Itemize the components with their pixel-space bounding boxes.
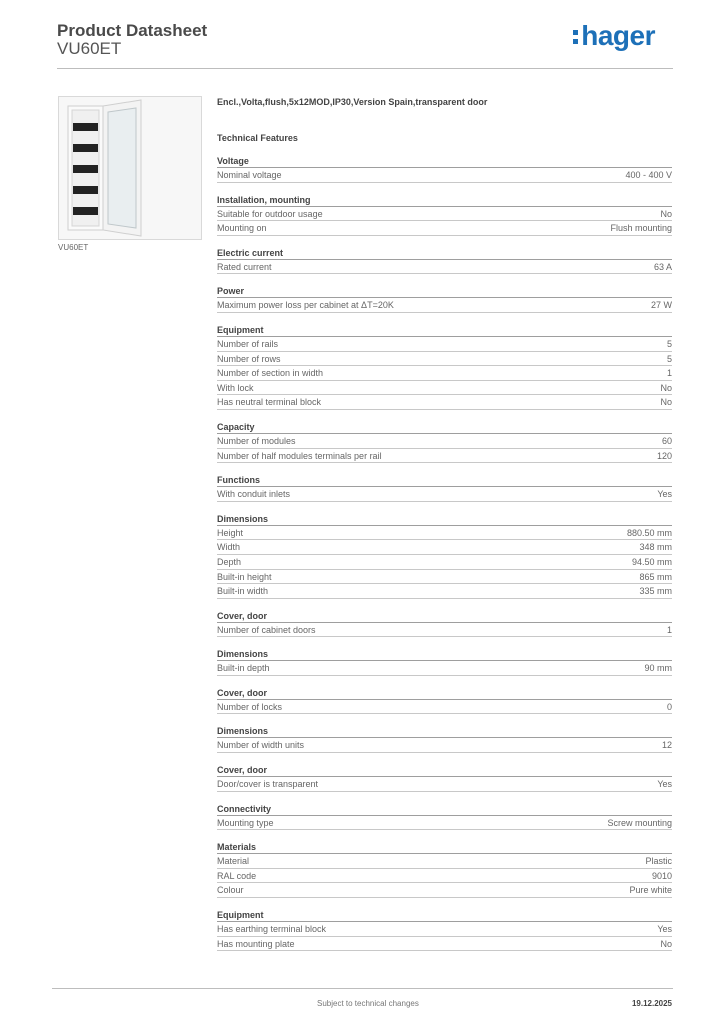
feature-row [217,207,672,222]
feature-label: Rated current [217,261,272,272]
feature-label: Material [217,856,250,867]
feature-section [217,474,672,502]
feature-value: 63 A [653,261,672,272]
feature-label: RAL code [217,870,257,881]
section-title: Voltage [217,155,672,168]
feature-row [217,623,672,638]
feature-section [217,194,672,236]
feature-value: 9010 [651,870,672,881]
feature-section [217,324,672,410]
footer-divider [52,988,673,989]
feature-value: No [660,938,672,949]
feature-row [217,487,672,502]
product-description: Encl.,Volta,flush,5x12MOD,IP30,Version Spain,transparent door [217,97,488,107]
section-title: Cover, door [217,687,672,700]
feature-value: 1 [666,624,672,635]
feature-label: With lock [217,382,254,393]
feature-row [217,337,672,352]
section-title: Equipment [217,324,672,337]
feature-row [217,352,672,367]
feature-value: Yes [657,924,672,935]
section-title: Materials [217,841,672,854]
section-title: Dimensions [217,513,672,526]
feature-section [217,285,672,313]
feature-row [217,738,672,753]
feature-row [217,449,672,464]
feature-section [217,513,672,599]
feature-row [217,555,672,570]
feature-label: Suitable for outdoor usage [217,208,323,219]
section-title: Dimensions [217,648,672,661]
feature-label: Number of modules [217,435,296,446]
feature-row [217,221,672,236]
feature-row [217,869,672,884]
feature-row [217,260,672,275]
feature-value: Screw mounting [607,817,672,828]
feature-section [217,803,672,831]
feature-value: 120 [656,450,672,461]
feature-label: Number of half modules terminals per rail [217,450,382,461]
document-title: Product Datasheet [57,21,208,40]
footer-date: 19.12.2025 [631,999,672,1008]
image-caption: VU60ET [58,243,89,252]
feature-value: 12 [661,740,672,751]
enclosure-illustration [59,97,201,239]
product-code: VU60ET [57,39,122,58]
feature-row [217,434,672,449]
feature-label: Built-in height [217,571,272,582]
feature-label: Height [217,527,244,538]
feature-label: Built-in width [217,586,269,597]
feature-row [217,937,672,952]
feature-row [217,540,672,555]
feature-value: Yes [657,779,672,790]
feature-value: No [660,397,672,408]
feature-value: Pure white [629,885,672,896]
section-title: Connectivity [217,803,672,816]
feature-label: Colour [217,885,244,896]
feature-row [217,584,672,599]
feature-value: 335 mm [639,586,672,597]
feature-section [217,648,672,676]
feature-label: Has neutral terminal block [217,397,322,408]
feature-value: 90 mm [644,663,672,674]
page-header [57,20,673,70]
feature-section [217,155,672,183]
datasheet-content [217,96,672,951]
feature-value: Flush mounting [610,223,672,234]
feature-value: 60 [661,435,672,446]
feature-label: With conduit inlets [217,489,291,500]
feature-sections [217,155,672,951]
feature-row [217,777,672,792]
feature-row [217,298,672,313]
feature-label: Mounting type [217,817,274,828]
feature-label: Number of cabinet doors [217,624,316,635]
feature-row [217,168,672,183]
feature-value: 348 mm [639,542,672,553]
feature-label: Number of locks [217,701,283,712]
feature-value: Plastic [645,856,672,867]
hager-logo [573,20,655,52]
feature-section [217,610,672,638]
feature-row [217,526,672,541]
section-title: Cover, door [217,764,672,777]
section-title: Cover, door [217,610,672,623]
feature-label: Number of section in width [217,368,324,379]
feature-row [217,854,672,869]
section-title: Installation, mounting [217,194,672,207]
feature-section [217,909,672,951]
feature-section [217,687,672,715]
header-divider [57,68,673,69]
feature-value: 0 [666,701,672,712]
feature-label: Mounting on [217,223,267,234]
feature-label: Nominal voltage [217,170,282,180]
feature-row [217,381,672,396]
logo-colon-icon [573,26,579,46]
feature-row [217,922,672,937]
feature-label: Number of width units [217,740,305,751]
feature-value: 400 - 400 V [625,170,672,180]
feature-value: Yes [657,489,672,500]
feature-row [217,816,672,831]
feature-label: Number of rows [217,353,281,364]
feature-section [217,247,672,275]
section-title: Equipment [217,909,672,922]
feature-row [217,883,672,898]
feature-label: Width [217,542,241,553]
section-title: Electric current [217,247,672,260]
feature-section [217,764,672,792]
feature-label: Maximum power loss per cabinet at ΔT=20K [217,300,394,311]
feature-label: Number of rails [217,338,279,349]
feature-row [217,366,672,381]
feature-label: Has earthing terminal block [217,924,327,935]
feature-label: Has mounting plate [217,938,295,949]
feature-row [217,395,672,410]
section-title: Functions [217,474,672,487]
feature-section [217,841,672,898]
feature-value: 5 [666,353,672,364]
feature-value: No [660,382,672,393]
feature-label: Built-in depth [217,663,270,674]
feature-value: 27 W [650,300,672,311]
feature-section [217,421,672,463]
feature-value: No [660,208,672,219]
footer-note: Subject to technical changes [317,999,419,1008]
feature-value: 865 mm [639,571,672,582]
feature-label: Depth [217,556,242,567]
section-title: Capacity [217,421,672,434]
product-image [58,96,202,240]
logo-text: hager [581,20,655,51]
feature-row [217,700,672,715]
feature-value: 94.50 mm [631,556,672,567]
technical-features-heading: Technical Features [217,133,298,143]
section-title: Dimensions [217,725,672,738]
feature-value: 5 [666,338,672,349]
feature-row [217,661,672,676]
section-title: Power [217,285,672,298]
feature-row [217,570,672,585]
feature-section [217,725,672,753]
feature-value: 1 [666,368,672,379]
feature-label: Door/cover is transparent [217,779,319,790]
feature-value: 880.50 mm [626,527,672,538]
